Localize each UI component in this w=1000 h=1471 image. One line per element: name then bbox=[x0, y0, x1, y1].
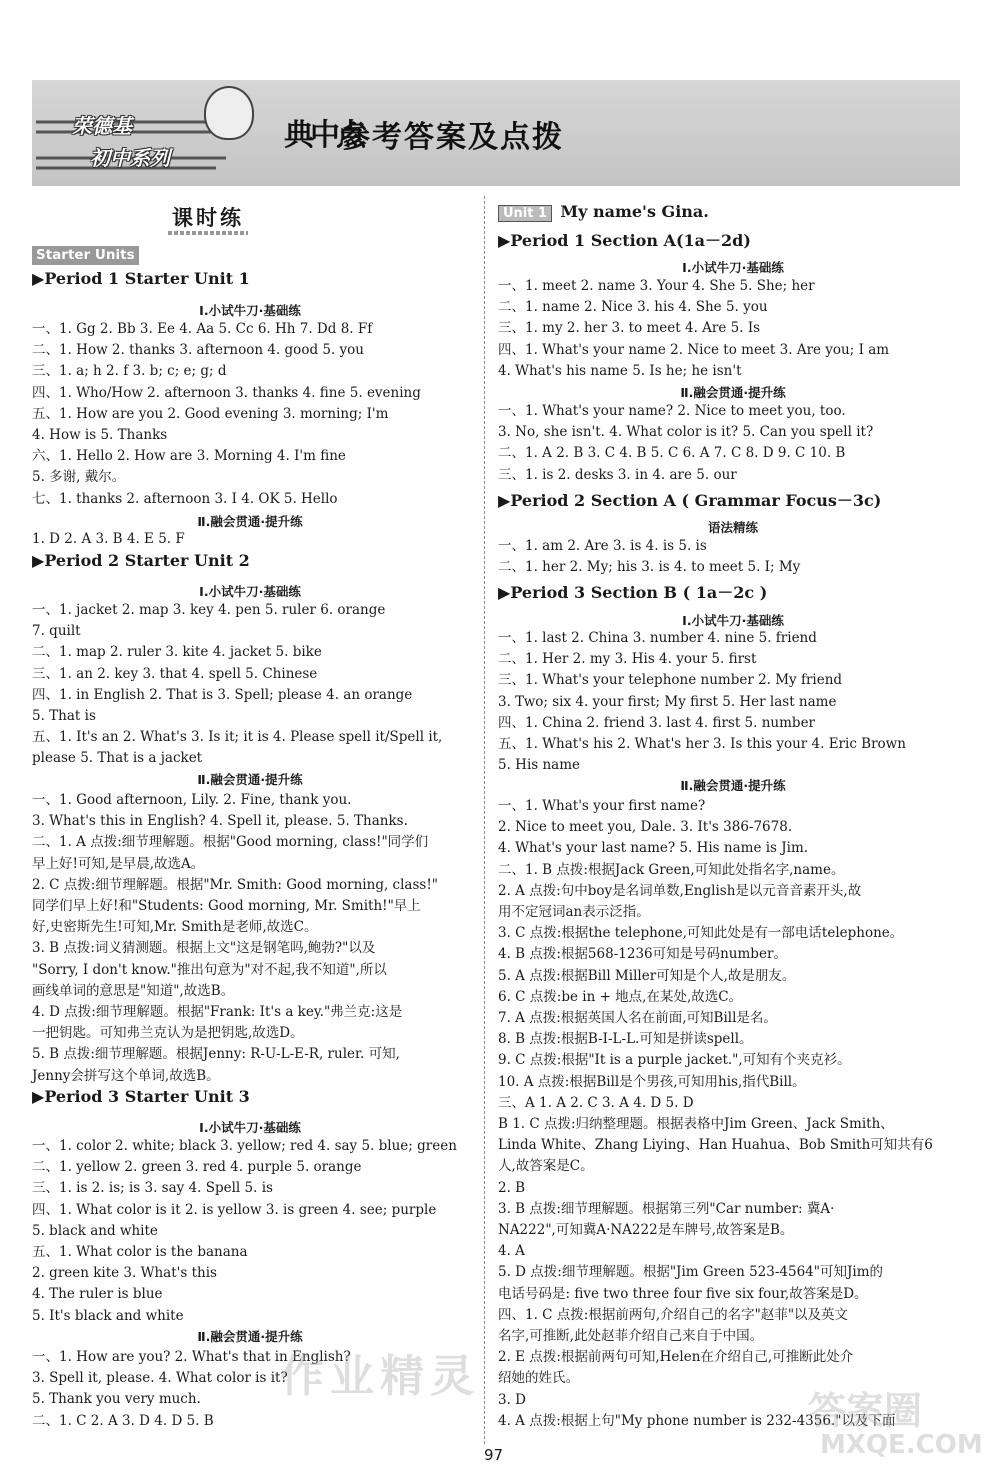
answer-line: 一、1. How are you? 2. What's that in English? bbox=[32, 1349, 351, 1365]
period-title-text: Period 2 Starter Unit 2 bbox=[44, 551, 250, 570]
answer-line: 一、1. What's your first name? bbox=[498, 798, 706, 814]
answer-line: 早上好!可知,是早晨,故选A。 bbox=[32, 855, 205, 872]
period-title-text: Period 2 Section A ( Grammar Focus－3c) bbox=[510, 491, 882, 510]
answer-line: 二、1. yellow 2. green 3. red 4. purple 5. orange bbox=[32, 1159, 362, 1176]
answer-line: 4. What's his name 5. Is he; he isn't bbox=[498, 362, 742, 379]
answer-line: 1. D 2. A 3. B 4. E 5. F bbox=[32, 531, 185, 547]
answer-line: 三、1. is 2. is; is 3. say 4. Spell 5. is bbox=[32, 1180, 273, 1197]
answer-line: 3. B 点拨:词义猜测题。根据上文"这是钢笔吗,鲍勃?"以及 bbox=[32, 940, 376, 957]
answer-line: 4. A 点拨:根据上句"My phone number is 232-4356."以及下面 bbox=[498, 1412, 896, 1429]
answer-line: 三、1. an 2. key 3. that 4. spell 5. Chinese bbox=[32, 665, 318, 682]
subsection-title: Ⅱ.融会贯通·提升练 bbox=[197, 514, 303, 529]
answer-line: 3. B 点拨:细节理解题。根据第三列"Car number: 冀A· bbox=[498, 1200, 835, 1217]
period-title: ▶Period 1 Starter Unit 1 bbox=[32, 269, 250, 288]
answer-line: 四、1. What's your name 2. Nice to meet 3. Are you; I am bbox=[498, 341, 890, 358]
answer-line: 2. B bbox=[498, 1179, 526, 1196]
answer-line: 10. A 点拨:根据Bill是个男孩,可知用his,指代Bill。 bbox=[498, 1073, 806, 1090]
subsection-title: Ⅱ.融会贯通·提升练 bbox=[197, 1329, 303, 1344]
subsection-title: Ⅱ.融会贯通·提升练 bbox=[680, 385, 786, 400]
answer-line: 三、1. What's your telephone number 2. My friend bbox=[498, 672, 843, 689]
period-title-text: Period 1 Starter Unit 1 bbox=[44, 269, 250, 288]
answer-line: 2. green kite 3. What's this bbox=[32, 1265, 217, 1282]
answer-line: 二、1. How 2. thanks 3. afternoon 4. good 5. you bbox=[32, 342, 364, 359]
answer-line: 四、1. China 2. friend 3. last 4. first 5. number bbox=[498, 714, 816, 731]
subsection-title: Ⅰ.小试牛刀·基础练 bbox=[682, 613, 784, 628]
brand-mark: 典中点 bbox=[284, 118, 362, 153]
answer-line: 一、1. What's your name? 2. Nice to meet you, too. bbox=[498, 403, 846, 419]
answer-line: 二、1. A 点拨:细节理解题。根据"Good morning, class!"同学们 bbox=[32, 834, 429, 851]
period-title: ▶Period 3 Section B ( 1a－2c ) bbox=[498, 583, 768, 602]
answer-line: 一、1. color 2. white; black 3. yellow; red 4. say 5. blue; green bbox=[32, 1138, 457, 1154]
answer-line: 二、1. name 2. Nice 3. his 4. She 5. you bbox=[498, 299, 768, 316]
answer-line: 用不定冠词an表示泛指。 bbox=[498, 904, 650, 920]
answer-line: "Sorry, I don't know."推出句意为"对不起,我不知道",所以 bbox=[32, 961, 387, 978]
column-divider bbox=[484, 196, 485, 1444]
answer-line: 二、1. map 2. ruler 3. kite 4. jacket 5. bike bbox=[32, 644, 322, 661]
period-title: ▶Period 2 Starter Unit 2 bbox=[32, 551, 250, 570]
subsection-title: Ⅰ.小试牛刀·基础练 bbox=[199, 1120, 301, 1135]
page-number: 97 bbox=[484, 1446, 504, 1464]
answer-line: 一、1. am 2. Are 3. is 4. is 5. is bbox=[498, 538, 707, 554]
answer-line: NA222",可知冀A·NA222是车牌号,故答案是B。 bbox=[498, 1222, 794, 1238]
answer-line: 五、1. What's his 2. What's her 3. Is this your 4. Eric Brown bbox=[498, 736, 906, 752]
answer-line: 七、1. thanks 2. afternoon 3. I 4. OK 5. Hello bbox=[32, 490, 338, 507]
starter-units-tag: Starter Units bbox=[32, 246, 139, 265]
watermark: MXQE.COM bbox=[820, 1430, 983, 1460]
answer-line: 3. What's this in English? 4. Spell it, please. 5. Thanks. bbox=[32, 813, 408, 830]
answer-line: 三、1. my 2. her 3. to meet 4. Are 5. Is bbox=[498, 320, 761, 337]
answer-line: 4. B 点拨:根据568-1236可知是号码number。 bbox=[498, 946, 787, 963]
answer-line: 四、1. Who/How 2. afternoon 3. thanks 4. fine 5. evening bbox=[32, 384, 421, 401]
answer-line: 2. Nice to meet you, Dale. 3. It's 386-7678. bbox=[498, 819, 793, 836]
answer-line: 同学们早上好!和"Students: Good morning, Mr. Smith!"早上 bbox=[32, 898, 421, 914]
period-title: ▶Period 2 Section A ( Grammar Focus－3c) bbox=[498, 491, 882, 510]
answer-line: 5. A 点拨:根据Bill Miller可知是个人,故是朋友。 bbox=[498, 967, 796, 984]
answer-line: 四、1. in English 2. That is 3. Spell; please 4. an orange bbox=[32, 686, 413, 703]
subsection-title: 语法精练 bbox=[707, 520, 758, 535]
answer-line: 人,故答案是C。 bbox=[498, 1158, 594, 1175]
answer-line: 二、1. Her 2. my 3. His 4. your 5. first bbox=[498, 651, 757, 668]
answer-line: 2. E 点拨:根据前两句可知,Helen在介绍自己,可推断此处介 bbox=[498, 1349, 854, 1366]
answer-line: 绍她的姓氏。 bbox=[498, 1370, 579, 1387]
answer-line: 一、1. Gg 2. Bb 3. Ee 4. Aa 5. Cc 6. Hh 7. Dd 8. Ff bbox=[32, 321, 373, 337]
answer-line: 5. 多谢, 戴尔。 bbox=[32, 469, 126, 486]
answer-line: 2. C 点拨:细节理解题。根据"Mr. Smith: Good morning, class!" bbox=[32, 876, 438, 893]
answer-line: 画线单词的意思是"知道",故选B。 bbox=[32, 982, 235, 999]
answer-line: 一、1. Good afternoon, Lily. 2. Fine, thank you. bbox=[32, 792, 352, 808]
answer-line: 3. No, she isn't. 4. What color is it? 5. Can you spell it? bbox=[498, 424, 874, 441]
subsection-title: Ⅰ.小试牛刀·基础练 bbox=[199, 303, 301, 318]
period-title-text: Period 3 Section B ( 1a－2c ) bbox=[510, 583, 768, 602]
answer-line: 5. B 点拨:细节理解题。根据Jenny: R-U-L-E-R, ruler. 可知, bbox=[32, 1046, 400, 1063]
answer-line: 五、1. What color is the banana bbox=[32, 1244, 248, 1260]
answer-line: 5. His name bbox=[498, 757, 581, 774]
subsection-title: Ⅱ.融会贯通·提升练 bbox=[197, 772, 303, 787]
period-title-text: Period 3 Starter Unit 3 bbox=[44, 1087, 250, 1106]
answer-line: 3. C 点拨:根据the telephone,可知此处是有一部电话telephone。 bbox=[498, 925, 904, 942]
answer-line: Jenny会拼写这个单词,故选B。 bbox=[32, 1067, 220, 1084]
answer-line: 5. black and white bbox=[32, 1222, 158, 1239]
answer-line: 四、1. C 点拨:根据前两句,介绍自己的名字"赵菲"以及英文 bbox=[498, 1306, 849, 1323]
watermark: 答案圈 bbox=[808, 1389, 923, 1433]
answer-line: 3. Two; six 4. your first; My first 5. Her last name bbox=[498, 693, 837, 710]
answer-line: 6. C 点拨:be in + 地点,在某处,故选C。 bbox=[498, 988, 743, 1005]
answer-line: 二、1. B 点拨:根据Jack Green,可知此处指名字,name。 bbox=[498, 861, 845, 878]
answer-line: 一把钥匙。可知弗兰克认为是把钥匙,故选D。 bbox=[32, 1025, 304, 1042]
portrait-icon bbox=[204, 86, 254, 140]
answer-line: 五、1. It's an 2. What's 3. Is it; it is 4. Please spell it/Spell it, bbox=[32, 729, 443, 746]
answer-line: 电话号码是: five two three four five six four,故答案是D。 bbox=[498, 1285, 868, 1302]
section-title: 课时练 bbox=[172, 202, 244, 232]
answer-line: 5. Thank you very much. bbox=[32, 1391, 201, 1408]
logo-line-1: 荣德基 bbox=[72, 114, 132, 138]
answer-line: 六、1. Hello 2. How are 3. Morning 4. I'm fine bbox=[32, 448, 346, 465]
answer-line: 4. D 点拨:细节理解题。根据"Frank: It's a key."弗兰克:这是 bbox=[32, 1004, 403, 1020]
answer-line: 三、A 1. A 2. C 3. A 4. D 5. D bbox=[498, 1094, 694, 1111]
page-title: 参考答案及点拨 bbox=[340, 120, 564, 155]
answer-line: 3. D bbox=[498, 1391, 526, 1408]
answer-line: 4. What's your last name? 5. His name is Jim. bbox=[498, 840, 809, 857]
answer-line: 二、1. C 2. A 3. D 4. D 5. B bbox=[32, 1412, 214, 1429]
answer-line: 好,史密斯先生!可知,Mr. Smith是老师,故选C。 bbox=[32, 919, 318, 936]
unit-header bbox=[498, 202, 709, 222]
answer-line: 4. The ruler is blue bbox=[32, 1286, 163, 1303]
answer-line: 7. quilt bbox=[32, 623, 81, 640]
answer-line: please 5. That is a jacket bbox=[32, 750, 203, 767]
subsection-title: Ⅰ.小试牛刀·基础练 bbox=[682, 260, 784, 275]
answer-line: 一、1. last 2. China 3. number 4. nine 5. friend bbox=[498, 630, 817, 646]
answer-line: 五、1. How are you 2. Good evening 3. morning; I'm bbox=[32, 405, 389, 422]
answer-line: 一、1. jacket 2. map 3. key 4. pen 5. ruler 6. orange bbox=[32, 602, 386, 618]
answer-line: 9. C 点拨:根据"It is a purple jacket.",可知有个夹克衫。 bbox=[498, 1052, 851, 1069]
subsection-title: Ⅱ.融会贯通·提升练 bbox=[680, 778, 786, 793]
answer-line: 一、1. meet 2. name 3. Your 4. She 5. She; her bbox=[498, 278, 815, 294]
logo-line-2: 初中系列 bbox=[90, 146, 170, 170]
answer-line: 5. D 点拨:细节理解题。根据"Jim Green 523-4564"可知Jim的 bbox=[498, 1264, 883, 1281]
period-title: ▶Period 3 Starter Unit 3 bbox=[32, 1087, 250, 1106]
answer-line: 二、1. A 2. B 3. C 4. B 5. C 6. A 7. C 8. D 9. C 10. B bbox=[498, 445, 846, 462]
answer-line: B 1. C 点拨:归纳整理题。根据表格中Jim Green、Jack Smith、 bbox=[498, 1116, 894, 1132]
answer-line: 8. B 点拨:根据B-I-L-L.可知是拼读spell。 bbox=[498, 1031, 753, 1048]
answer-line: 5. That is bbox=[32, 708, 96, 724]
watermark: 作业精灵 bbox=[280, 1351, 480, 1402]
answer-line: 三、1. a; h 2. f 3. b; c; e; g; d bbox=[32, 363, 227, 380]
answer-line: 7. A 点拨:根据英国人名在前面,可知Bill是名。 bbox=[498, 1010, 777, 1026]
answer-line: 二、1. her 2. My; his 3. is 4. to meet 5. I; My bbox=[498, 559, 801, 576]
period-title: ▶Period 1 Section A(1a－2d) bbox=[498, 231, 751, 250]
answer-line: 4. How is 5. Thanks bbox=[32, 427, 168, 443]
answer-line: 4. A bbox=[498, 1243, 525, 1260]
answer-line: 名字,可推断,此处赵菲介绍自己来自于中国。 bbox=[498, 1328, 764, 1344]
subsection-title: Ⅰ.小试牛刀·基础练 bbox=[199, 584, 301, 599]
answer-line: 3. Spell it, please. 4. What color is it? bbox=[32, 1370, 288, 1387]
answer-line: 三、1. is 2. desks 3. in 4. are 5. our bbox=[498, 466, 737, 483]
unit-tag: Unit 1 bbox=[498, 205, 552, 222]
answer-line: Linda White、Zhang Liying、Han Huahua、Bob Smith可知共有6 bbox=[498, 1137, 933, 1154]
period-title-text: Period 1 Section A(1a－2d) bbox=[510, 231, 751, 250]
series-logo bbox=[36, 82, 256, 182]
unit-title: My name's Gina. bbox=[560, 202, 709, 221]
answer-line: 5. It's black and white bbox=[32, 1307, 184, 1324]
answer-line: 2. A 点拨:句中boy是名词单数,English是以元音音素开头,故 bbox=[498, 882, 862, 899]
answer-line: 四、1. What color is it 2. is yellow 3. is green 4. see; purple bbox=[32, 1201, 437, 1218]
